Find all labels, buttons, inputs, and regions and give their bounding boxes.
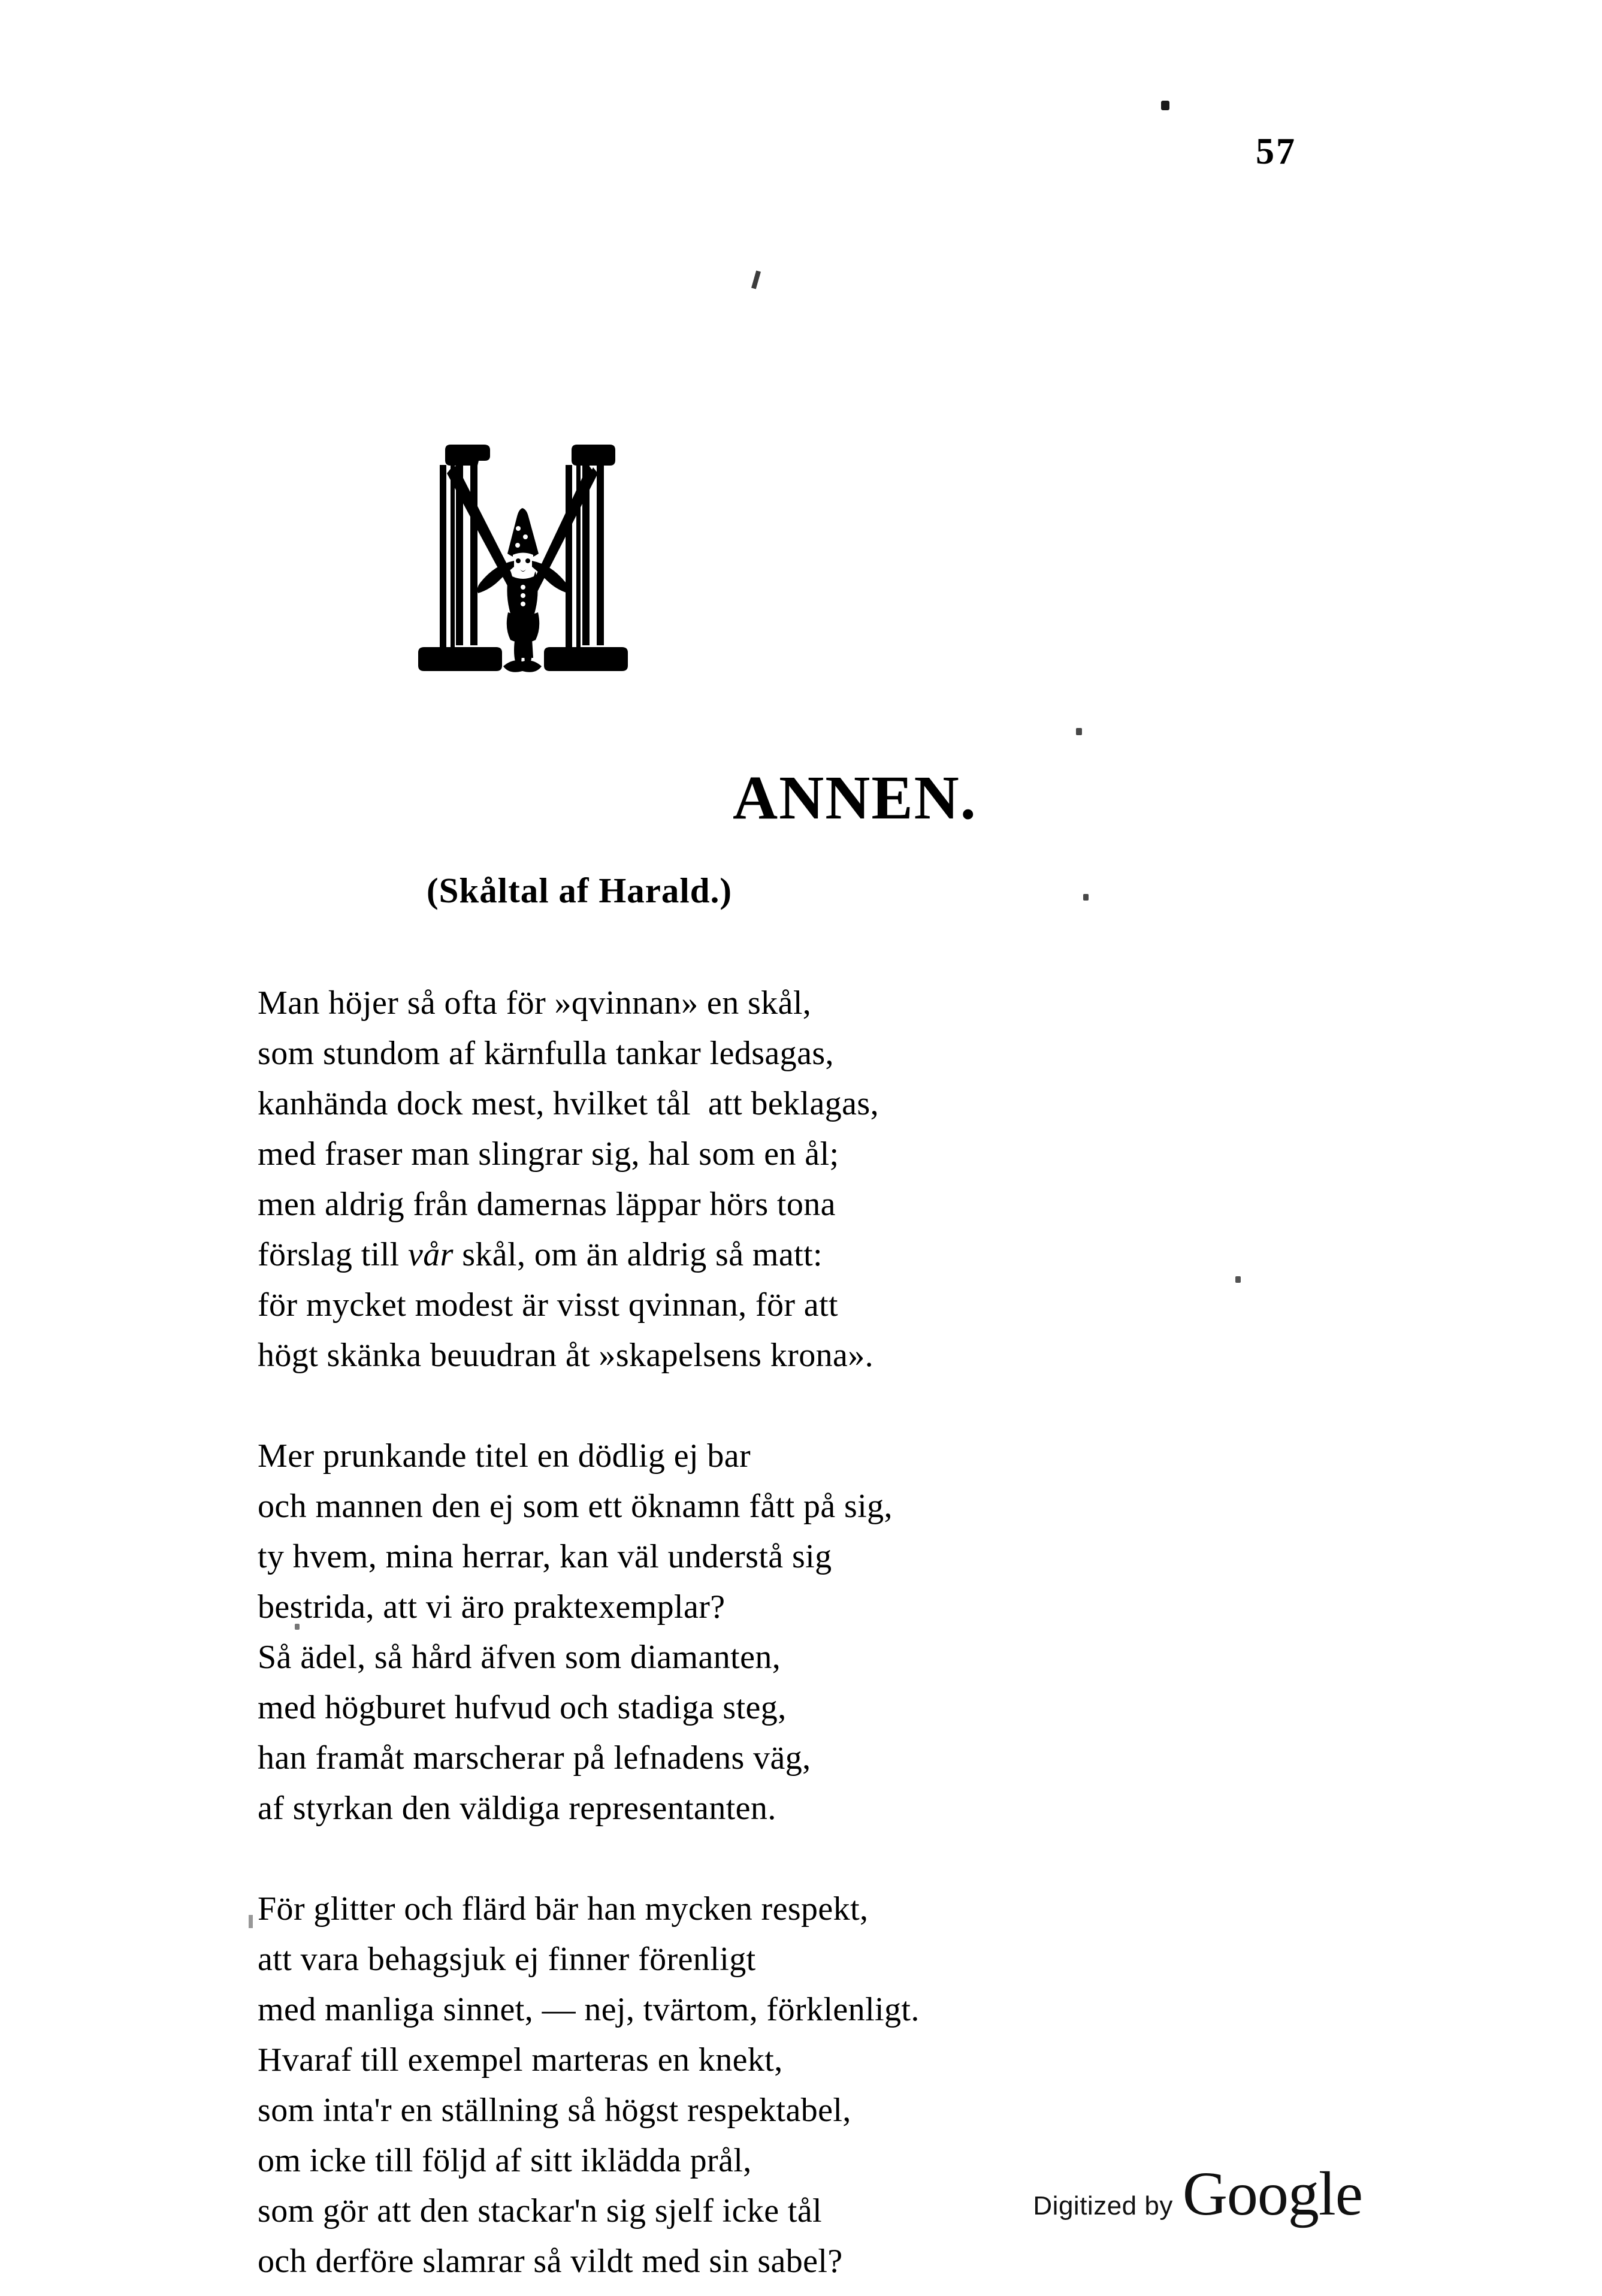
scan-speck [751, 270, 761, 289]
poem-line: som stundom af kärnfulla tankar ledsagas, [258, 1035, 834, 1072]
scan-speck [249, 1915, 253, 1928]
poem-line: med högburet hufvud och stadiga steg, [258, 1689, 787, 1726]
poem-stanza [258, 978, 1336, 1380]
subtitle-text: (Skåltal af Harald.) [426, 871, 733, 910]
digitized-by-google-watermark [1033, 2159, 1362, 2228]
poem-line: med manliga sinnet, — nej, tvärtom, förklenligt. [258, 1991, 920, 2028]
poem-line: För glitter och flärd bär han mycken respekt, [258, 1890, 869, 1928]
page-title: ANNEN. [733, 763, 977, 832]
poem-line: bestrida, att vi äro praktexemplar? [258, 1588, 726, 1626]
poem-line: med fraser man slingrar sig, hal som en ål; [258, 1135, 839, 1173]
scan-speck [1076, 728, 1082, 735]
poem-line: och mannen den ej som ett öknamn fått på sig, [258, 1488, 893, 1525]
poem-line: af styrkan den väldiga representanten. [258, 1790, 776, 1827]
scan-speck [1161, 101, 1169, 110]
poem-line: för mycket modest är visst qvinnan, för att [258, 1286, 838, 1324]
poem-body [258, 978, 1336, 2286]
poem-line: kanhända dock mest, hvilket tål att beklagas, [258, 1085, 879, 1122]
poem-line: om icke till följd af sitt iklädda prål, [258, 2142, 752, 2179]
poem-line: ty hvem, mina herrar, kan väl understå sig [258, 1538, 832, 1575]
poem-stanza [258, 1431, 1336, 1833]
poem-line: och derföre slamrar så vildt med sin sabel? [258, 2243, 843, 2280]
poem-line: högt skänka beuudran åt »skapelsens krona». [258, 1337, 874, 1374]
subtitle [0, 870, 1602, 911]
poem-line: Hvaraf till exempel marteras en knekt, [258, 2041, 783, 2079]
poem-line: Mer prunkande titel en dödlig ej bar [258, 1437, 751, 1475]
poem-line: Man höjer så ofta för »qvinnan» en skål, [258, 984, 812, 1022]
poem-stanza [258, 1884, 1336, 2286]
title-block [0, 443, 1602, 695]
poem-line: att vara behagsjuk ej finner förenligt [258, 1941, 756, 1978]
poem-line: han framåt marscherar på lefnadens väg, [258, 1739, 811, 1777]
poem-line: Så ädel, så hård äfven som diamanten, [258, 1639, 781, 1676]
poem-line: som gör att den stackar'n sig sjelf icke tål [258, 2192, 823, 2229]
watermark-prefix: Digitized by [1033, 2191, 1173, 2221]
poem-line: som inta'r en ställning så högst respektabel, [258, 2092, 851, 2129]
poem-line: men aldrig från damernas läppar hörs tona [258, 1186, 836, 1223]
page-number: 57 [1256, 131, 1296, 172]
ornamental-initial-m-icon [403, 443, 642, 683]
poem-line: förslag till vår skål, om än aldrig så matt: [258, 1236, 823, 1273]
google-logo-text: Google [1182, 2159, 1362, 2228]
